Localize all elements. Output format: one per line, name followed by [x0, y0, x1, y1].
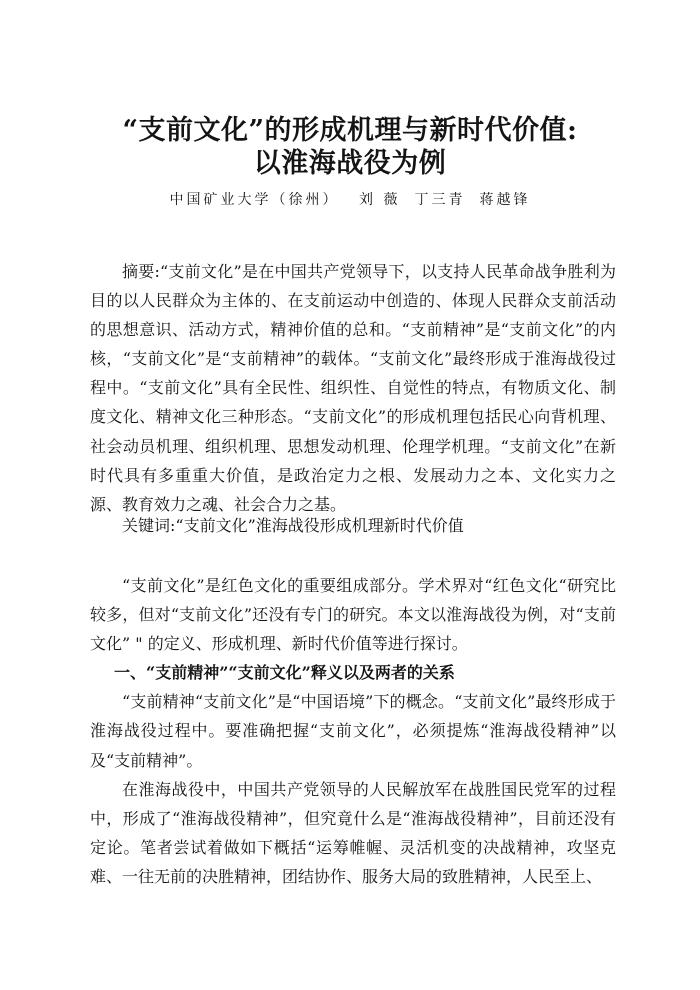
abstract [90, 257, 616, 519]
body-paragraph: “支前文化”是红色文化的重要组成部分。学术界对“红色文化“研究比较多，但对“支前文化”还没有专门的研究。本文以淮海战役为例，对“支前文化” " 的定义、形成机理、新时代价值等进行探讨。 [90, 576, 616, 654]
paper-title-line-2: 以淮海战役为例 [253, 148, 447, 179]
keywords-text: 关键词:“支前文化”淮海战役形成机理新时代价值 [122, 516, 464, 535]
body-paragraph: 在淮海战役中，中国共产党领导的人民解放军在战胜国民党军的过程中，形成了“淮海战役精神”，但究竟什么是“淮海战役精神”，目前还没有定论。笔者尝试着做如下概括“运筹帷幄、灵活机变的决战精神，攻坚克难、一往无前的决胜精神，团结协作、服务大局的致胜精神，人民至上、 [90, 779, 616, 886]
author-name: 丁三青 [414, 192, 466, 208]
section-heading: 一、“支前精神”“支前文化”释义以及两者的关系 [114, 663, 455, 683]
author-name: 刘 薇 [359, 192, 401, 208]
abstract-text: 摘要:“支前文化”是在中国共产党领导下，以支持人民革命战争胜利为目的以人民群众为主体的、在支前运动中创造的、体现人民群众支前活动的思想意识、活动方式，精神价值的总和。“支前精神”是“支前文化”的内核，“支前文化”是“支前精神”的载体。“支前文化”最终形成于淮海战役过程中。“支前文化”具有全民性、组织性、自觉性的特点，有物质文化、制度文化、精神文化三种形态。“支前文化”的形成机理包括民心向背机理、社会动员机理、组织机理、思想发动机理、伦理学机理。“支前文化”在新时代具有多重重大价值，是政治定力之根、发展动力之本、文化实力之源、教育效力之魂、社会合力之基。 [90, 262, 616, 514]
author-line [0, 193, 700, 207]
paper-title-line-1: “支前文化”的形成机理与新时代价值: [122, 115, 578, 146]
author-name: 蒋越锋 [479, 192, 531, 208]
author-names [359, 192, 530, 208]
affiliation: 中国矿业大学（徐州） [169, 192, 340, 208]
keywords [90, 511, 616, 540]
body-paragraph: “支前精神“支前文化”是“中国语境”下的概念。“支前文化”最终形成于淮海战役过程中。要准确把握“支前文化”，必须提炼“淮海战役精神”以及“支前精神”。 [90, 692, 616, 770]
body-text [90, 571, 616, 891]
